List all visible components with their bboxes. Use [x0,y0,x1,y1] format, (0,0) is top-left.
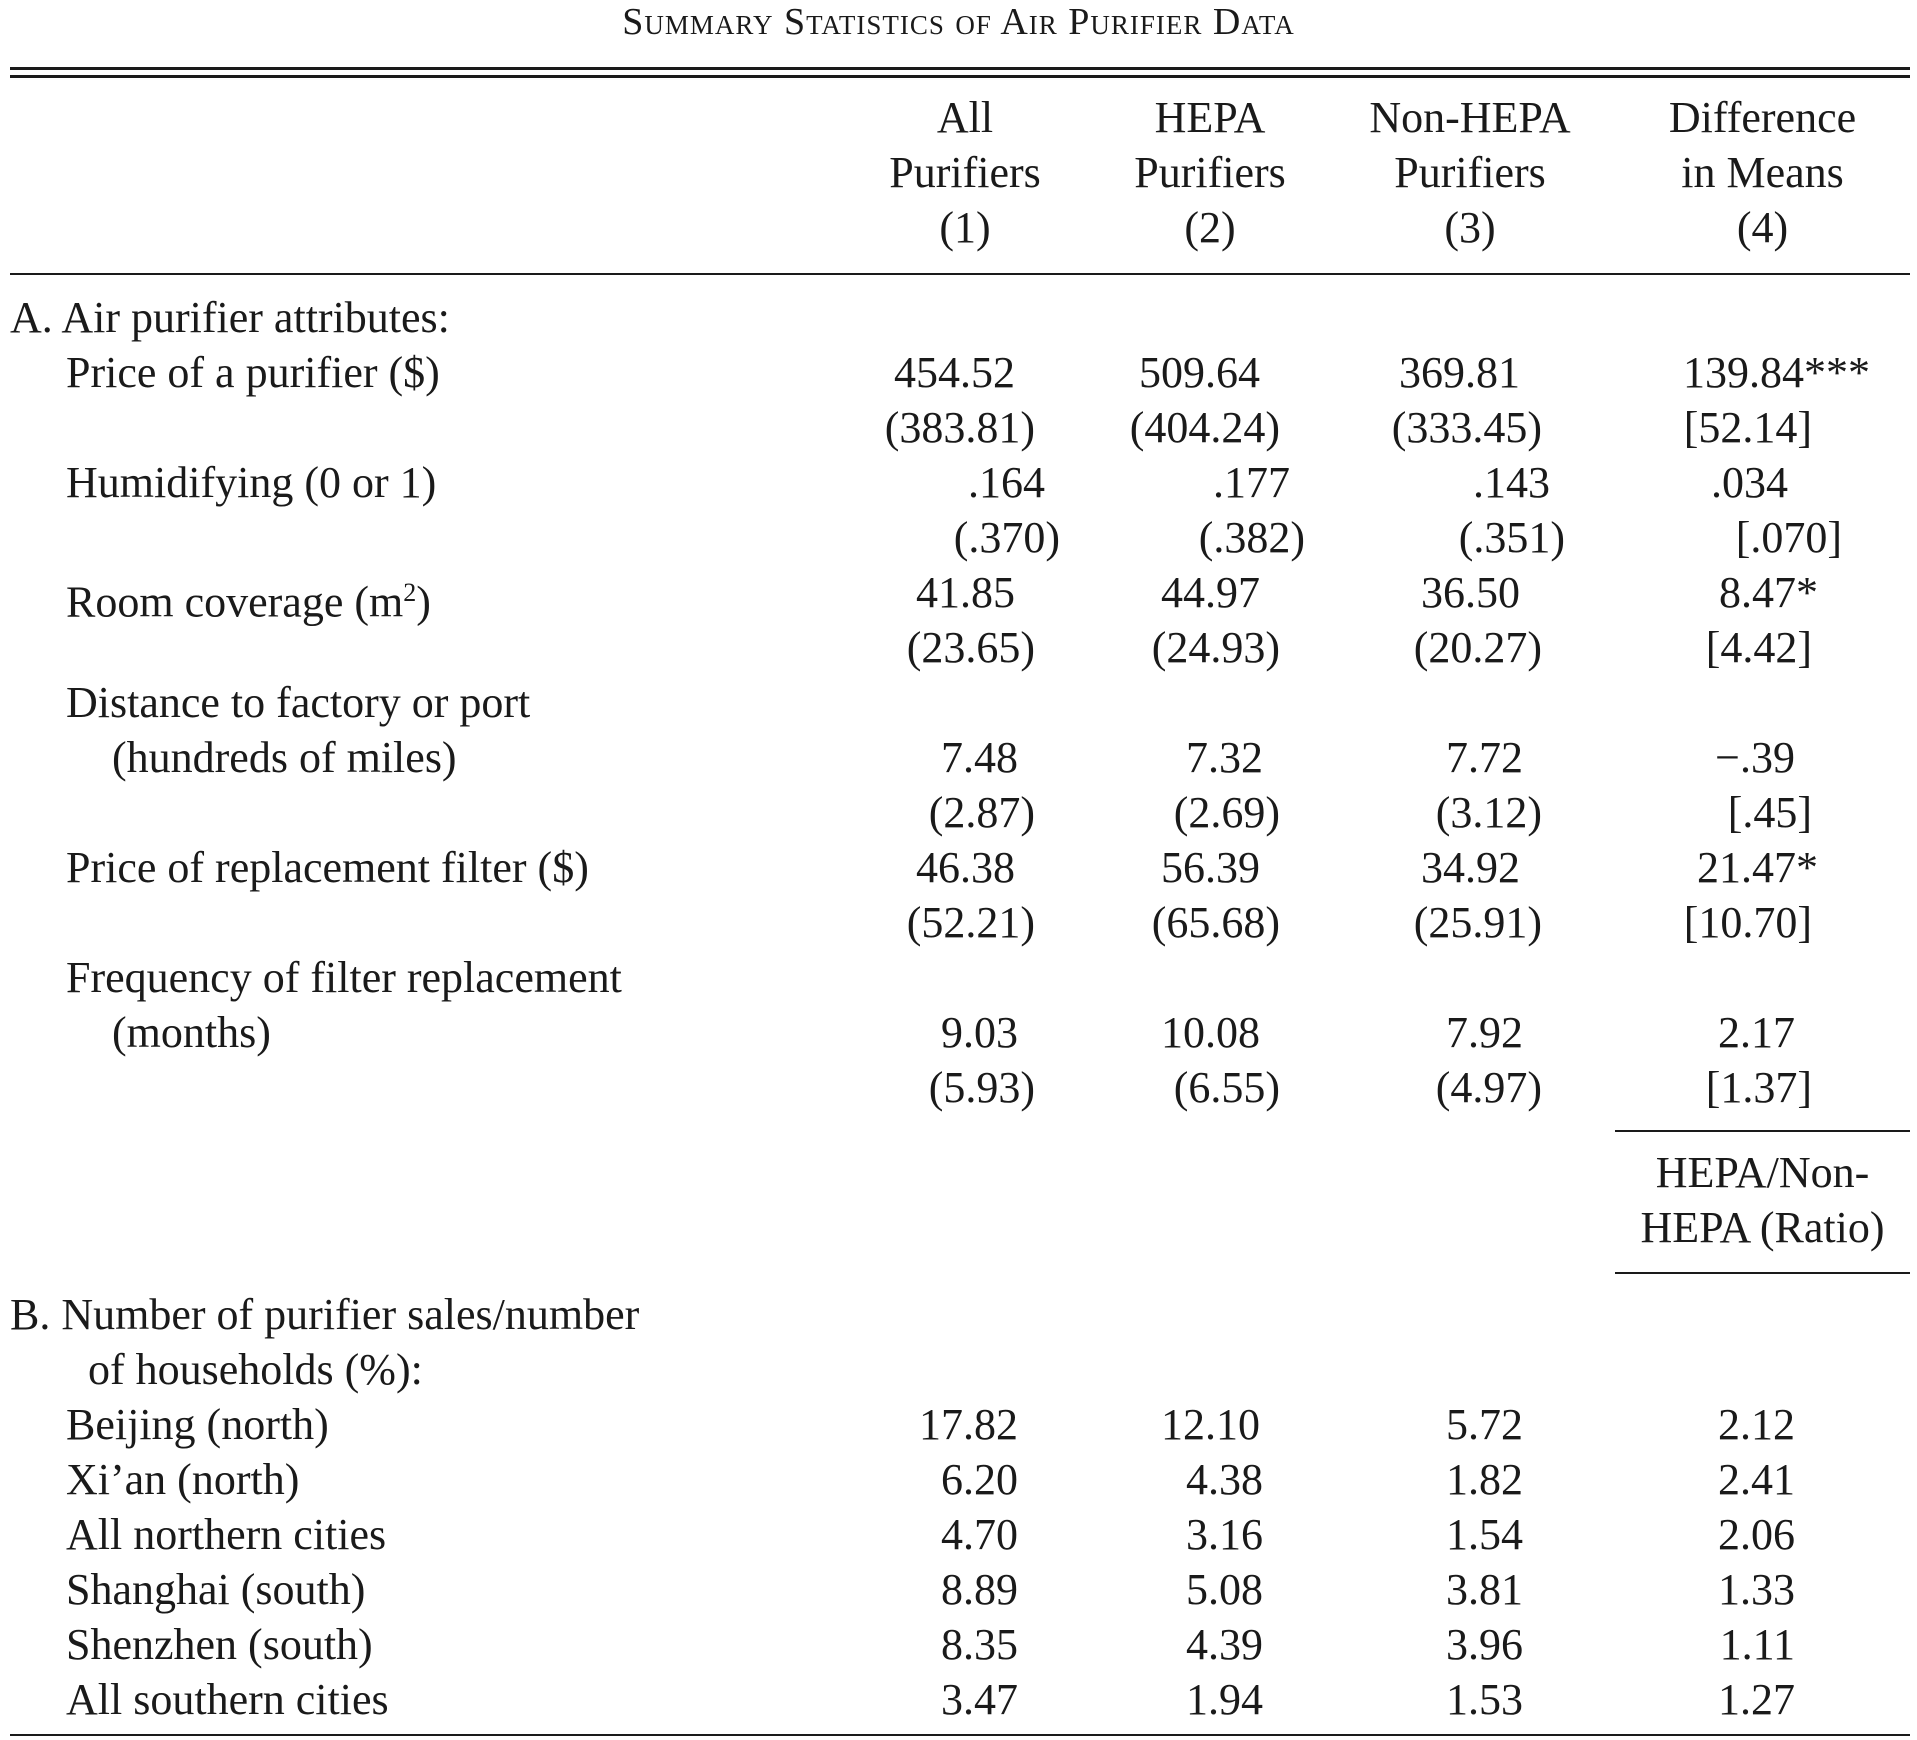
cell-humid-hepa: .177 [1213,458,1290,507]
cell-humid-diff-se: [.070] [1735,513,1842,562]
cell-southern-ratio: 1.27 [1718,1675,1795,1724]
cell-price-diff: 139.84*** [1683,348,1870,397]
cell-price-hepa: 509.64 [1139,348,1260,397]
cell-dist-nonhepa: 7.72 [1446,733,1523,782]
column-header-all: All Purifiers (1) [889,93,1041,252]
row-label-beijing: Beijing (north) [66,1400,329,1449]
cell-filter-diff-se: [10.70] [1683,898,1812,947]
cell-humid-diff: .034 [1711,458,1788,507]
cell-northern-ratio: 2.06 [1718,1510,1795,1559]
cell-room-hepa-se: (24.93) [1151,623,1280,672]
row-label-xian: Xi’an (north) [66,1455,300,1504]
row-label-shenzhen: Shenzhen (south) [66,1620,373,1669]
bottom-rule [10,1734,1910,1736]
cell-humid-all: .164 [968,458,1045,507]
cell-dist-diff-se: [.45] [1727,788,1812,837]
row-label-distance-cont: (hundreds of miles) [112,733,457,782]
row-label-room-coverage: Room coverage $(m^2)$ [66,577,431,627]
top-double-rule-1 [10,67,1910,70]
cell-room-diff: 8.47* [1719,568,1818,617]
cell-humid-hepa-se: (.382) [1198,513,1305,562]
column-header-hepa: HEPA Purifiers (2) [1134,93,1286,252]
cell-shanghai-nonhepa: 3.81 [1446,1565,1523,1614]
cell-southern-hepa: 1.94 [1186,1675,1263,1724]
ratio-header-bottom-rule [1615,1272,1910,1274]
cell-dist-all: 7.48 [941,733,1018,782]
cell-filter-nonhepa: 34.92 [1421,843,1520,892]
cell-dist-hepa: 7.32 [1186,733,1263,782]
cell-shenzhen-all: 8.35 [941,1620,1018,1669]
top-double-rule-2 [10,75,1910,78]
cell-xian-ratio: 2.41 [1718,1455,1795,1504]
cell-shanghai-hepa: 5.08 [1186,1565,1263,1614]
row-label-distance: Distance to factory or port [66,678,531,727]
cell-humid-nonhepa-se: (.351) [1458,513,1565,562]
cell-filter-nonhepa-se: (25.91) [1413,898,1542,947]
cell-room-nonhepa: 36.50 [1421,568,1520,617]
row-label-humidifying: Humidifying (0 or 1) [66,458,437,507]
column-header-non-hepa: Non-HEPA Purifiers (3) [1369,93,1571,252]
cell-freq-all-se: (5.93) [928,1063,1035,1112]
ratio-column-header: HEPA/Non- HEPA (Ratio) [1640,1148,1885,1252]
cell-dist-diff: −.39 [1715,733,1795,782]
cell-shanghai-all: 8.89 [941,1565,1018,1614]
cell-shanghai-ratio: 1.33 [1718,1565,1795,1614]
cell-beijing-hepa: 12.10 [1161,1400,1260,1449]
cell-price-nonhepa-se: (333.45) [1391,403,1542,452]
panel-b-heading-cont: of households (%): [88,1345,423,1394]
cell-freq-nonhepa: 7.92 [1446,1008,1523,1057]
ratio-header-top-rule [1615,1130,1910,1132]
cell-humid-nonhepa: .143 [1473,458,1550,507]
cell-northern-nonhepa: 1.54 [1446,1510,1523,1559]
cell-shenzhen-ratio: 1.11 [1719,1620,1795,1669]
column-header-difference: Difference in Means (4) [1668,93,1857,252]
cell-room-hepa: 44.97 [1161,568,1260,617]
cell-price-nonhepa: 369.81 [1399,348,1520,397]
cell-shenzhen-nonhepa: 3.96 [1446,1620,1523,1669]
row-label-southern: All southern cities [66,1675,389,1724]
panel-a-heading: A. Air purifier attributes: [10,293,450,342]
cell-northern-all: 4.70 [941,1510,1018,1559]
cell-beijing-nonhepa: 5.72 [1446,1400,1523,1449]
cell-price-all-se: (383.81) [884,403,1035,452]
cell-xian-nonhepa: 1.82 [1446,1455,1523,1504]
cell-dist-all-se: (2.87) [928,788,1035,837]
row-label-shanghai: Shanghai (south) [66,1565,366,1614]
cell-freq-hepa: 10.08 [1161,1008,1260,1057]
cell-price-hepa-se: (404.24) [1129,403,1280,452]
row-label-filter-price: Price of replacement filter ($) [66,843,589,892]
row-label-price: Price of a purifier ($) [66,348,440,397]
panel-b-heading: B. Number of purifier sales/number [10,1290,640,1339]
cell-filter-hepa-se: (65.68) [1151,898,1280,947]
cell-dist-nonhepa-se: (3.12) [1435,788,1542,837]
cell-southern-all: 3.47 [941,1675,1018,1724]
row-label-frequency-cont: (months) [112,1008,271,1057]
cell-northern-hepa: 3.16 [1186,1510,1263,1559]
cell-beijing-all: 17.82 [919,1400,1018,1449]
superscript-two: 2 [403,578,417,607]
cell-freq-diff-se: [1.37] [1705,1063,1812,1112]
cell-filter-diff: 21.47* [1697,843,1818,892]
row-label-northern: All northern cities [66,1510,387,1559]
table-title: Summary Statistics of Air Purifier Data [622,1,1295,43]
cell-freq-nonhepa-se: (4.97) [1435,1063,1542,1112]
cell-room-all-se: (23.65) [906,623,1035,672]
cell-freq-diff: 2.17 [1718,1008,1795,1057]
cell-shenzhen-hepa: 4.39 [1186,1620,1263,1669]
cell-room-all: 41.85 [916,568,1015,617]
cell-beijing-ratio: 2.12 [1718,1400,1795,1449]
cell-xian-all: 6.20 [941,1455,1018,1504]
cell-price-diff-se: [52.14] [1683,403,1812,452]
cell-price-all: 454.52 [894,348,1015,397]
cell-dist-hepa-se: (2.69) [1173,788,1280,837]
cell-freq-hepa-se: (6.55) [1173,1063,1280,1112]
cell-filter-all-se: (52.21) [906,898,1035,947]
cell-room-diff-se: [4.42] [1705,623,1812,672]
header-rule [10,273,1910,275]
cell-humid-all-se: (.370) [953,513,1060,562]
cell-filter-hepa: 56.39 [1161,843,1260,892]
cell-southern-nonhepa: 1.53 [1446,1675,1523,1724]
row-label-frequency: Frequency of filter replacement [66,953,622,1002]
cell-xian-hepa: 4.38 [1186,1455,1263,1504]
cell-freq-all: 9.03 [941,1008,1018,1057]
cell-filter-all: 46.38 [916,843,1015,892]
cell-room-nonhepa-se: (20.27) [1413,623,1542,672]
